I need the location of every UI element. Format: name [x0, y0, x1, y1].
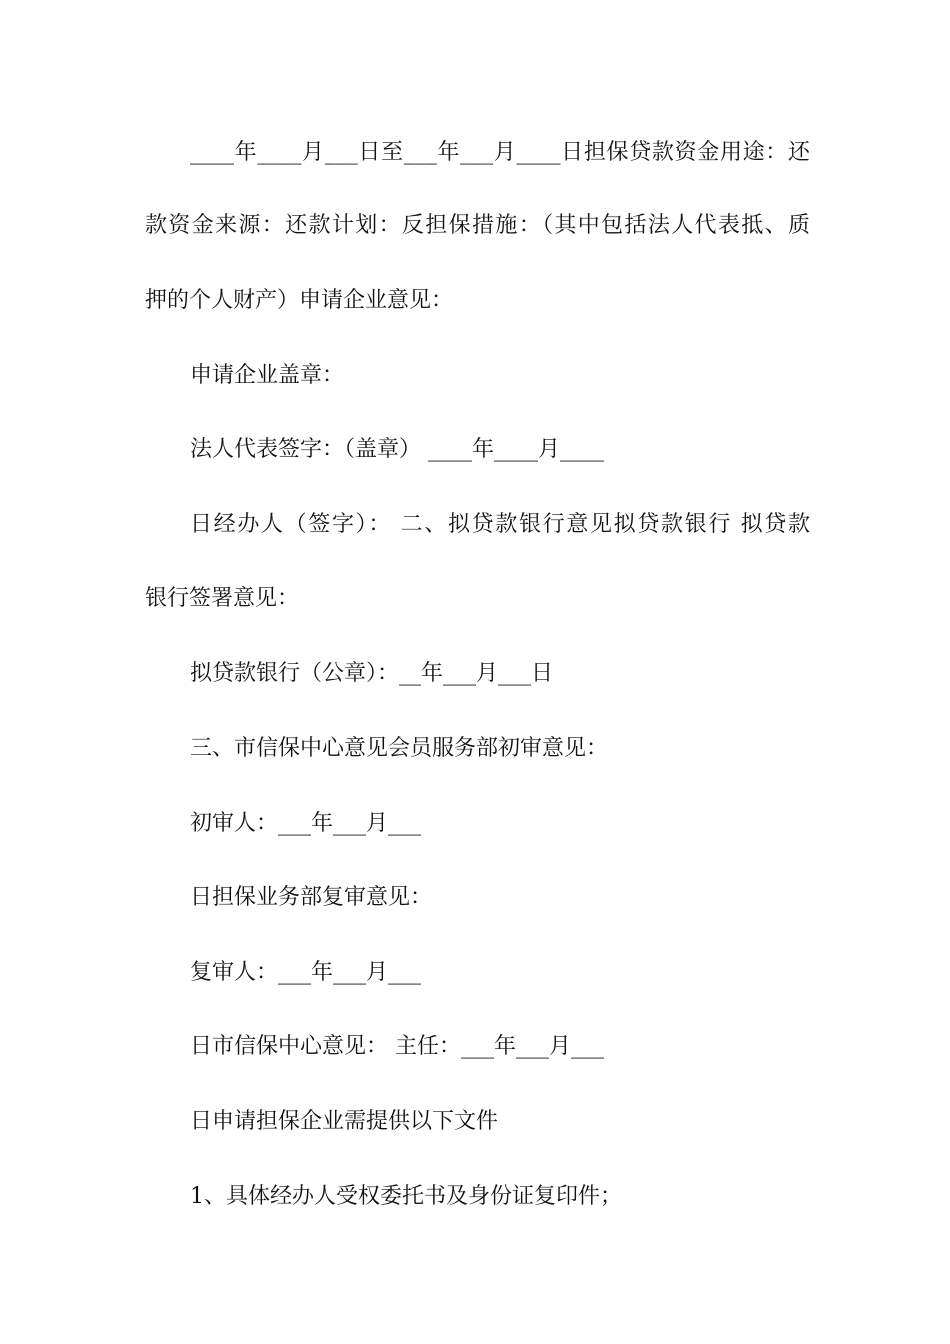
paragraph-line-11: 日担保业务部复审意见：: [190, 885, 433, 910]
paragraph-line-8: 拟贷款银行（公章）：__年___月___日: [190, 661, 554, 686]
paragraph-line-10: 初审人：___年___月___: [190, 811, 422, 836]
paragraph-line-14: 日申请担保企业需提供以下文件: [190, 1109, 499, 1134]
paragraph-line-2: 款资金来源：还款计划：反担保措施：（其中包括法人代表抵、质: [145, 213, 810, 238]
paragraph-line-6: 日经办人（签字）： 二、拟贷款银行意见拟贷款银行 拟贷款: [190, 512, 810, 537]
paragraph-line-13: 日市信保中心意见： 主任：___年___月___: [190, 1034, 604, 1059]
paragraph-line-4: 申请企业盖章：: [190, 363, 345, 388]
paragraph-line-15: 1、具体经办人受权委托书及身份证复印件；: [190, 1184, 622, 1209]
paragraph-line-3: 押的个人财产）申请企业意见：: [145, 288, 454, 313]
paragraph-line-7: 银行签署意见：: [145, 586, 300, 611]
paragraph-line-1: ____年____月___日至___年___月____日担保贷款资金用途：还: [190, 140, 810, 165]
paragraph-line-9: 三、市信保中心意见会员服务部初审意见：: [190, 736, 609, 761]
paragraph-line-12: 复审人：___年___月___: [190, 960, 422, 985]
paragraph-line-5: 法人代表签字：（盖章） ____年____月____: [190, 437, 604, 462]
